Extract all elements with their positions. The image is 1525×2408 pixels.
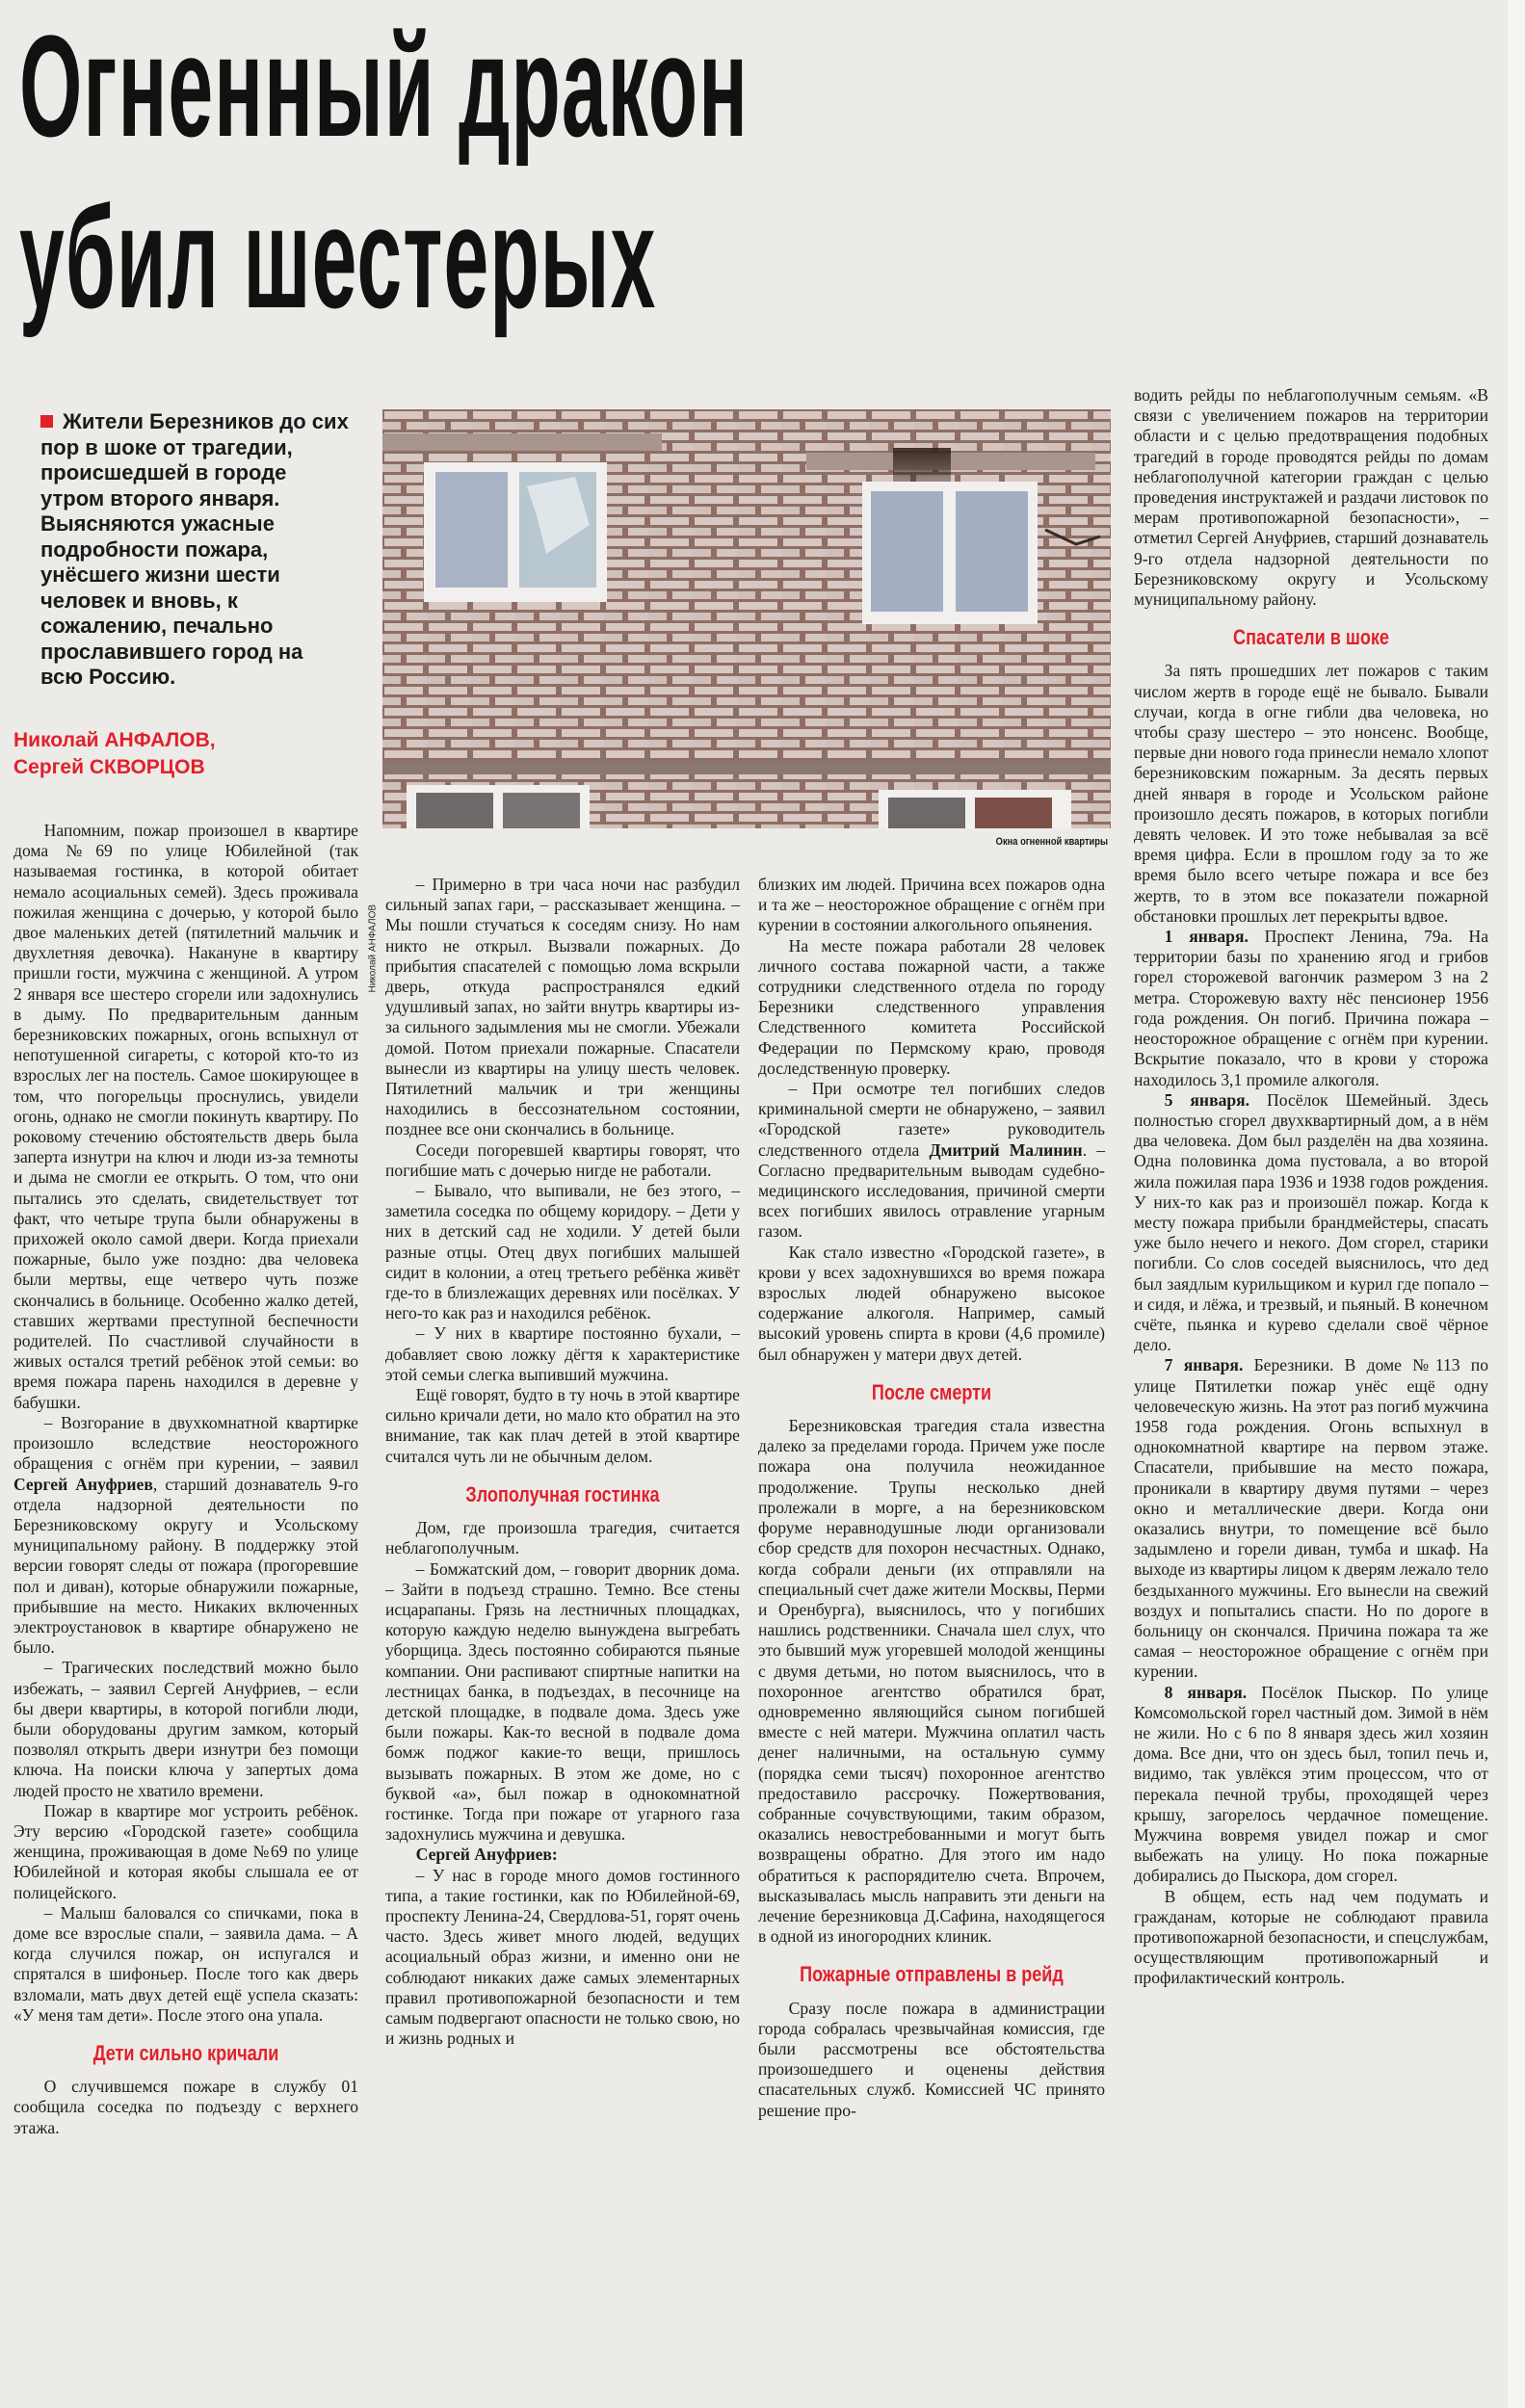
speaker-name: Дмитрий Малинин [929, 1139, 1083, 1160]
headline-line-1: Огненный дракон [19, 5, 749, 167]
lead-text: Жители Березников до сих пор в шоке от трагедии, происшедшей в городе утром второго января. Выясняются ужасные подробности пожара, унёсшего жизни шести человек и вновь, к сожалению, печально прославившего город на всю Россию. [40, 409, 349, 689]
author-2: Сергей СКВОРЦОВ [13, 756, 205, 778]
paragraph [758, 1079, 1105, 1243]
paragraph: близких им людей. Причина всех пожаров одна и та же – неосторожное обращение с огнём при курении в состоянии алкогольного опьянения. [758, 875, 1105, 935]
article-headline [19, 0, 749, 343]
photo-credit [366, 848, 380, 1002]
subheading: Пожарные отправлены в рейд [800, 1962, 1064, 1987]
paragraph: Как стало известно «Городской газете», в крови у всех задохнувшихся во время пожара взрослых людей обнаружено высокое содержание алкоголя. Например, самый высокий уровень спирта в крови (4,6 промиле) был обнаружен у матери двух детей. [758, 1242, 1105, 1364]
subheading: Злополучная гостинка [465, 1481, 660, 1506]
photo-credit-text: Николай АНФАЛОВ [367, 903, 379, 993]
column-4 [1134, 385, 1488, 1989]
paragraph: За пять прошедших лет пожаров с таким числом жертв в городе ещё не бывало. Бывали случаи, когда в огне гибли два человека, но чтобы сразу шестеро – это нонсенс. Вообще, первые дни нового года принесли немало хлопот березниковским пожарным. За десять первых дней января в городе и Усольском районе произошло десять пожаров, в которых погибли девять человек. И это тоже небывалая за всё время цифра. Если в прошлом году за то же время было всего четыре пожара и все без жертв, то в этом все показатели пожарной обстановки прошлых лет перекрыты вдвое. [1134, 661, 1488, 926]
text: Проспект Ленина, 79а. На территории базы по хранению ягод и грибов горел сторожевой вагончик размером 3 на 2 метра. Сторожевую вахту нёс пенсионер 1956 года рождения. Он погиб. Причина пожара – неосторожное обращение с огнём при курении. Вскрытие показало, что в крови у сторожа находилось 3,1 промиле алкоголя. [1134, 927, 1488, 1089]
paragraph: – Бомжатский дом, – говорит дворник дома. – Зайти в подъезд страшно. Темно. Все стены исцарапаны. Грязь на лестничных площадках, которую каждую неделю вынуждена выгребать уборщица. Здесь постоянно собираются пьяные компании. Они распивают спиртные напитки на лестницах банка, в подъездах, в песочнице на детской площадке, в подвале дома. Здесь уже были пожары. Как-то весной в подвале дома бомж поджог какие-то вещи, пришлось вызывать пожарных. В этом же доме, но с буквой «а», был пожар в однокомнатной гостинке. Тогда при пожаре от угарного газа задохнулись мужчина и девушка. [385, 1558, 740, 1845]
paragraph: О случившемся пожаре в службу 01 сообщила соседка по подъезду с верхнего этажа. [13, 2077, 358, 2137]
text: Березники. В доме №113 по улице Пятилетки пожар унёс ещё одну человеческую жизнь. На этот раз погиб мужчина 1958 года рождения. Огонь вспыхнул в однокомнатной квартире на первом этаже. Спасатели, прибывшие на место пожара, проникали в квартиру двумя путями – через окно и металлические двери. Когда они оказались внутри, то помещение всё было задымлено и горели диван, тумба и шкаф. На выходе из квартиры лицом к дверям лежало тело бездыханного мужчины. Его вынесли на свежий воздух и попытались спасти. Но по дороге в больницу он скончался. Причина пожара та же самая – неосторожное обращение с огнём при курении. [1134, 1355, 1488, 1682]
column-2 [385, 875, 740, 2049]
text: – Возгорание в двухкомнатной квартирке произошло вследствие неосторожного обращения с огнём при курении, – заявил [13, 1412, 358, 1474]
paragraph: – У них в квартире постоянно бухали, – добавляет свою ложку дёгтя к характеристике этой семьи слегка выпивший мужчина. [385, 1323, 740, 1384]
text: – При осмотре тел погибших следов криминальной смерти не обнаружено, – заявил «Городской газете» руководитель следственного отдела [758, 1079, 1105, 1160]
date-label: 7 января. [1164, 1355, 1244, 1375]
paragraph: – Малыш баловался со спичками, пока в доме все взрослые спали, – заявила дама. – А когда случился пожар, он испугался и спрятался в шифоньер. После того как дверь взломали, мать двух детей ещё успела сказать: «У меня там дети». После этого она упала. [13, 1902, 358, 2025]
paragraph: водить рейды по неблагополучным семьям. «В связи с увеличением пожаров на территории области и с целью предотвращения подобных трагедий в городе проводятся рейды по домам неблагополучной категории граждан с целью проведения инструктажей и раздачи листовок по мерам противопожарной безопасности», – отметил Сергей Ануфриев, старший дознаватель 9-го отдела надзорной деятельности по Березниковскому округу и Усольскому муниципальному району. [1134, 385, 1488, 610]
text: Посёлок Шемейный. Здесь полностью сгорел двухквартирный дом, а в нём два человека. Дом был разделён на два хозяина. Одна половинка дома пустовала, а во второй жила пожилая пара 1936 и 1938 годов рождения. У них-то как раз и произошёл пожар. Когда к месту пожара прибыли брандмейстеры, спасать уже было нечего и некого. Дом сгорел, старики погибли. Со слов соседей выяснилось, что дед был заядлым курильщиком и курил где попало – и сидя, и лёжа, и трезвый, и пьяный. В конечном счёте, пьянка и курево сделали своё чёрное дело. [1134, 1089, 1488, 1355]
paragraph: В общем, есть над чем подумать и гражданам, которые не соблюдают правила противопожарной безопасности, и спецслужбам, осуществляющим противопожарный и профилактический контроль. [1134, 1886, 1488, 1988]
paragraph: Соседи погоревшей квартиры говорят, что погибшие мать с дочерью нигде не работали. [385, 1139, 740, 1180]
paragraph [13, 1413, 358, 1658]
page-edge [1508, 0, 1525, 2408]
paragraph: Сразу после пожара в администрации города собралась чрезвычайная комиссия, где были рассмотрены все обстоятельства произошедшего и оценены действия спасательных служб. Комиссией ЧС принято решение про- [758, 1998, 1105, 2120]
paragraph: Пожар в квартире мог устроить ребёнок. Эту версию «Городской газете» сообщила женщина, проживающая в доме №69 по улице Юбилейной и которая якобы слышала ее от полицейского. [13, 1800, 358, 1902]
subheading: Дети сильно кричали [92, 2040, 279, 2065]
text: . – Согласно предварительным выводам судебно-медицинского исследования, причиной смерти всех погибших явилось отравление угарным газом. [758, 1139, 1105, 1242]
speaker-name: Сергей Ануфриев: [415, 1845, 558, 1865]
paragraph [1134, 1683, 1488, 1887]
paragraph: Дом, где произошла трагедия, считается неблагополучным. [385, 1518, 740, 1558]
red-square-bullet-icon [40, 415, 53, 428]
paragraph: Березниковская трагедия стала известна далеко за пределами города. Причем уже после пожара она получила неожиданное продолжение. Трупы несколько дней пролежали в морге, а на березниковском форуме неравнодушные люди организовали сбор средств для похорон несчастных. Однако, когда собрали деньги (их отправляли на специальный счет даже жители Москвы, Перми и Оренбурга), выяснилось, что у погибших нашлись родственники. Сначала шел слух, что это бывший муж угоревшей молодой женщины с двумя детьми, но потом выяснилось, что в похоронное агентство обратился брат, одновременно являющийся сыном погибшей вместе с ней матери. Мужчина оплатил часть денег наличными, на остальную сумму (порядка семи тысяч) похоронное агентство предоставило рассрочку. Пожертвования, собранные сочувствующими, таким образом, оказались невостребованными и могут быть возвращены обратно. Для этого им надо обратиться к распорядителю счета. Впрочем, высказывалась мысль направить эти деньги на лечение березниковца Д.Сафина, находящегося в одной из иногородних клиник. [758, 1416, 1105, 1947]
date-label: 1 января. [1164, 927, 1249, 947]
paragraph [1134, 1355, 1488, 1682]
paragraph: Напомним, пожар произошел в квартире дома №69 по улице Юбилейной (так называемая гостинка, в которой обитает немало асоциальных семей). Здесь проживала пожилая женщина с дочерью, у которой было двое маленьких детей (пятилетний мальчик и двухлетняя девочка). Накануне в квартиру пришли гости, мужчина с женщиной. А утром 2 января все шестеро сгорели или задохнулись в дыму. По предварительным данным березниковских пожарных, огонь вспыхнул от непотушенной сигареты, с которой кто-то из взрослых лег на постель. Самое шокирующее в том, что погорельцы проснулись, увидели огонь, однако не смогли покинуть квартиру. По роковому стечению обстоятельств дверь была заперта изнутри на ключ и люди из-за темноты и дыма не смогли ее открыть. О том, что они пытались это сделать, свидетельствует тот факт, что четыре трупа были обнаружены в прихожей около самой двери. Когда приехали пожарные, было уже поздно: два человека были мертвы, еще четверо чуть позже скончались в больнице. Особенно жалко детей, ставших жертвами преступной беспечности родителей. По счастливой случайности в живых остался третий ребёнок этой семьи: во время пожара парень находился в деревне у бабушки. [13, 821, 358, 1412]
headline-line-2: убил шестерых [19, 176, 657, 338]
paragraph: – У нас в городе много домов гостинного типа, а такие гостинки, как по Юбилейной-69, проспекту Ленина-24, Свердлова-51, горят очень часто. Здесь живет много людей, ведущих асоциальный образ жизни, и именно они не соблюдают никаких даже самых элементарных правил противопожарной безопасности и тем самым подвергают опасности не только свою, но и жизнь родных и [385, 1865, 740, 2049]
paragraph: – Примерно в три часа ночи нас разбудил сильный запах гари, – рассказывает женщина. – Мы пошли стучаться к соседям снизу. Но нам никто не открыл. Вызвали пожарных. До прибытия спасателей с помощью лома вскрыли дверь, откуда распространялся едкий удушливый запах, но зайти внутрь квартиры из-за сильного задымления мы не смогли. Убежали домой. Потом приехали пожарные. Спасатели вынесли из квартиры на улицу шесть человек. Пятилетний мальчик и три женщины находились в бессознательном состоянии, позднее все они скончались в больнице. [385, 875, 740, 1139]
date-label: 5 января. [1164, 1089, 1250, 1110]
photo-caption: Окна огненной квартиры [995, 836, 1108, 848]
subheading: Спасатели в шоке [1233, 625, 1389, 650]
column-1 [13, 821, 358, 2138]
paragraph: Ещё говорят, будто в ту ночь в этой квартире сильно кричали дети, но мало кто обратил на это внимание, так как плач детей в этой квартире считался чуть ли не обычным делом. [385, 1385, 740, 1466]
article-lead [40, 409, 349, 691]
date-label: 8 января. [1164, 1682, 1248, 1702]
brick-wall-illustration [382, 409, 1111, 828]
paragraph: На месте пожара работали 28 человек личного состава пожарной части, а также сотрудники следственного отдела по городу Березники следственного управления Следственного комитета Российской Федерации по Пермскому краю, проводя доследственную проверку. [758, 935, 1105, 1078]
byline [13, 727, 360, 781]
text: Посёлок Пыскор. По улице Комсомольской горел частный дом. Зимой в нём не жили. Но с 6 по 8 января здесь жил хозяин дома. Все дни, что он здесь был, топил печь и, видимо, так увлёкся этим процессом, что от перекала печной трубы, проходящей через крышу, загорелось чердачное помещение. Мужчина вовремя увидел пожар и смог выбежать на улицу. Но пока пожарные добирались до Пыскора, дом сгорел. [1134, 1682, 1488, 1886]
paragraph: – Бывало, что выпивали, не без этого, – заметила соседка по общему коридору. – Дети у них в детский сад не ходили. У детей были разные отцы. Отец двух погибших малышей сидит в колонии, а отец третьего ребёнка живёт где-то в близлежащих деревнях или посёлках. У него-то как раз и находился ребёнок. [385, 1181, 740, 1323]
photo-burned-windows [382, 409, 1111, 828]
subheading: После смерти [871, 1379, 992, 1404]
paragraph [1134, 1090, 1488, 1356]
author-1: Николай АНФАЛОВ, [13, 729, 216, 751]
text: , старший дознаватель 9-го отдела надзорной деятельности по Березниковскому округу и Усольскому муниципальному району. В поддержку этой версии говорят следы от пожара (прогоревшие пол и диван), которые обнаружили пожарные, прибывшие на место. Никаких включенных электроустановок в квартире обнаружено не было. [13, 1474, 358, 1658]
speaker-name: Сергей Ануфриев [13, 1474, 153, 1494]
column-3 [758, 875, 1105, 2121]
speaker-label [385, 1845, 740, 1865]
paragraph: – Трагических последствий можно было избежать, – заявил Сергей Ануфриев, – если бы двери квартиры, в которой погибли люди, были оборудованы другим замком, который позволял открыть двери изнутри без помощи ключа. На поиски ключа у запертых дома людей просто не хватило времени. [13, 1658, 358, 1800]
paragraph [1134, 927, 1488, 1090]
